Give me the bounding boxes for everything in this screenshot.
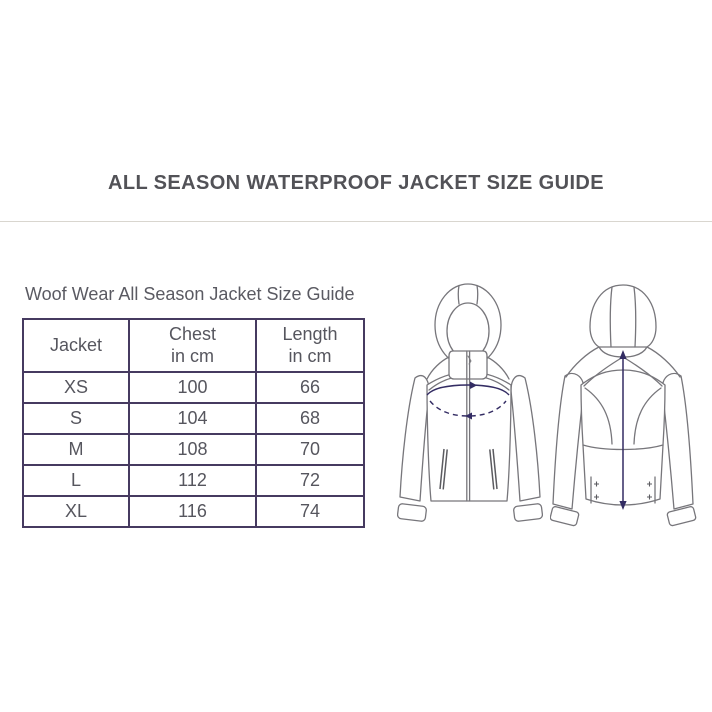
chest-cell: 108 — [129, 434, 256, 465]
chest-cell: 104 — [129, 403, 256, 434]
size-cell: XS — [23, 372, 129, 403]
column-header-sublabel: in cm — [170, 345, 214, 366]
back-left-cuff — [550, 506, 579, 526]
size-cell: M — [23, 434, 129, 465]
column-header-label: Jacket — [49, 334, 103, 355]
size-guide-table — [22, 318, 365, 528]
size-cell: XL — [23, 496, 129, 527]
length-cell: 68 — [256, 403, 364, 434]
back-left-sleeve — [553, 373, 584, 509]
page-title: ALL SEASON WATERPROOF JACKET SIZE GUIDE — [107, 172, 604, 194]
table-row — [23, 403, 364, 434]
size-cell: S — [23, 403, 129, 434]
front-left-cuff — [397, 503, 427, 521]
back-right-sleeve — [662, 373, 693, 509]
length-cell: 70 — [256, 434, 364, 465]
chest-cell: 112 — [129, 465, 256, 496]
length-cell: 66 — [256, 372, 364, 403]
chest-cell: 100 — [129, 372, 256, 403]
size-guide-heading: Woof Wear All Season Jacket Size Guide — [25, 284, 355, 304]
front-left-sleeve — [400, 376, 429, 501]
column-header-length — [256, 319, 364, 372]
length-cell: 72 — [256, 465, 364, 496]
table-row — [23, 496, 364, 527]
table-row — [23, 372, 364, 403]
front-right-cuff — [513, 503, 543, 521]
jacket-front-diagram — [397, 281, 543, 533]
chest-cell: 116 — [129, 496, 256, 527]
size-cell: L — [23, 465, 129, 496]
column-header-label: Length — [282, 323, 338, 344]
horizontal-divider — [0, 221, 712, 222]
table-row — [23, 465, 364, 496]
length-cell: 74 — [256, 496, 364, 527]
column-header-label: Chest — [168, 323, 217, 344]
jacket-back-diagram — [550, 281, 710, 533]
column-header-jacket — [23, 319, 129, 372]
table-header-row — [23, 319, 364, 372]
front-right-sleeve — [511, 376, 540, 501]
table-row — [23, 434, 364, 465]
column-header-sublabel: in cm — [288, 345, 332, 366]
back-hood — [590, 285, 656, 347]
back-right-cuff — [667, 506, 697, 526]
column-header-chest — [129, 319, 256, 372]
front-collar — [449, 351, 487, 379]
